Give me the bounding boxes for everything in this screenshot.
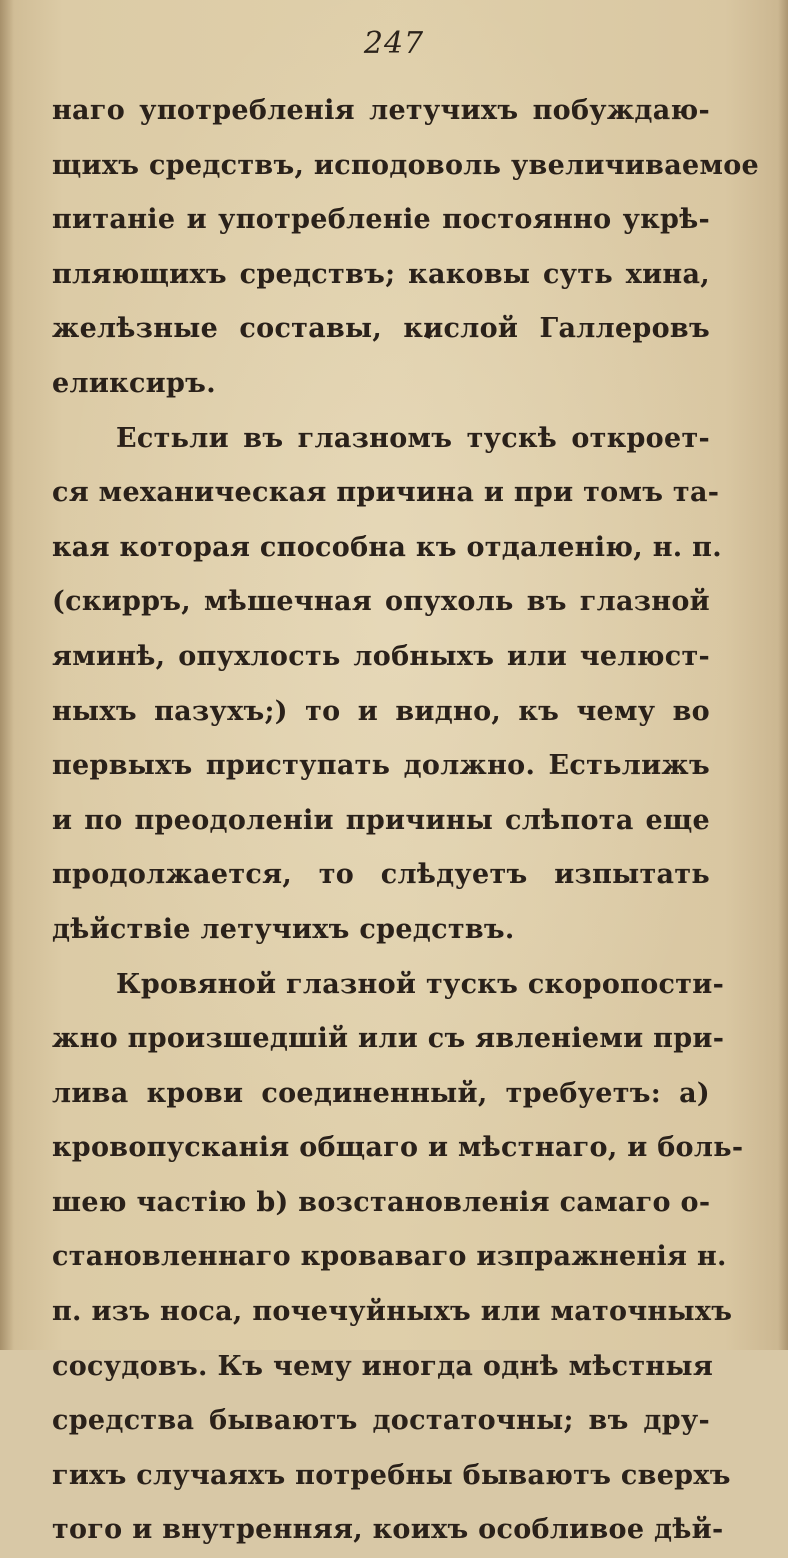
- text-line: и по преодоленіи причины слѣпота еще: [52, 804, 710, 836]
- page-left-shadow: [0, 0, 14, 1350]
- page-right-shadow: [778, 0, 788, 1350]
- text-line: кровопусканія общаго и мѣстнаго, и боль-: [52, 1132, 744, 1164]
- text-line: Кровяной глазной тускъ скоропости-: [116, 968, 725, 1000]
- text-line: шею частію b) возстановленія самаго о-: [52, 1186, 711, 1218]
- text-line: еликсиръ.: [52, 367, 216, 399]
- text-line: жно произшедшій или съ явленіеми при-: [52, 1023, 725, 1055]
- text-line: становленнаго кроваваго изпражненія н.: [52, 1241, 727, 1273]
- text-line: п. изъ носа, почечуйныхъ или маточныхъ: [52, 1296, 733, 1328]
- text-line: наго употребленія летучихъ побуждаю-: [52, 95, 710, 126]
- text-line: кая которая способна къ отдаленію, н. п.: [52, 531, 722, 563]
- text-line: Естьли въ глазномъ тускѣ откроет-: [116, 422, 710, 454]
- text-line: питаніе и употребленіе постоянно укрѣ-: [52, 204, 710, 236]
- text-line: сосудовъ. Къ чему иногда однѣ мѣстныя: [52, 1350, 714, 1382]
- text-line: пляющихъ средствъ; каковы суть хина,: [52, 258, 710, 290]
- text-line: щихъ средствъ, исподоволь увеличиваемое: [52, 149, 760, 181]
- text-line: первыхъ приступать должно. Естьлижъ: [52, 750, 710, 782]
- text-line: лива крови соединенный, требуетъ: а): [52, 1077, 710, 1109]
- text-line: гихъ случаяхъ потребны бываютъ сверхъ: [52, 1459, 731, 1491]
- text-line: желѣзные составы, кислой Галлеровъ: [52, 313, 710, 345]
- page-number: 247: [363, 26, 425, 61]
- text-line: [52, 466, 720, 521]
- text-line: того и внутренняя, коихъ особливое дѣй-: [52, 1514, 724, 1546]
- text-line: продолжается, то слѣдуетъ изпытать: [52, 859, 710, 891]
- text-line: средства бываютъ достаточны; въ дру-: [52, 1405, 710, 1437]
- text-line: (скирръ, мѣшечная опухоль въ глазной: [52, 586, 710, 618]
- body-text: [52, 84, 760, 1558]
- text-line: дѣйствіе летучихъ средствъ.: [52, 913, 515, 945]
- text-line: ныхъ пазухъ;) то и видно, къ чему во: [52, 695, 710, 727]
- text-fragment: ся механическая причина и при томъ та-: [52, 477, 720, 509]
- text-line: яминѣ, опухлость лобныхъ или челюст-: [52, 640, 710, 672]
